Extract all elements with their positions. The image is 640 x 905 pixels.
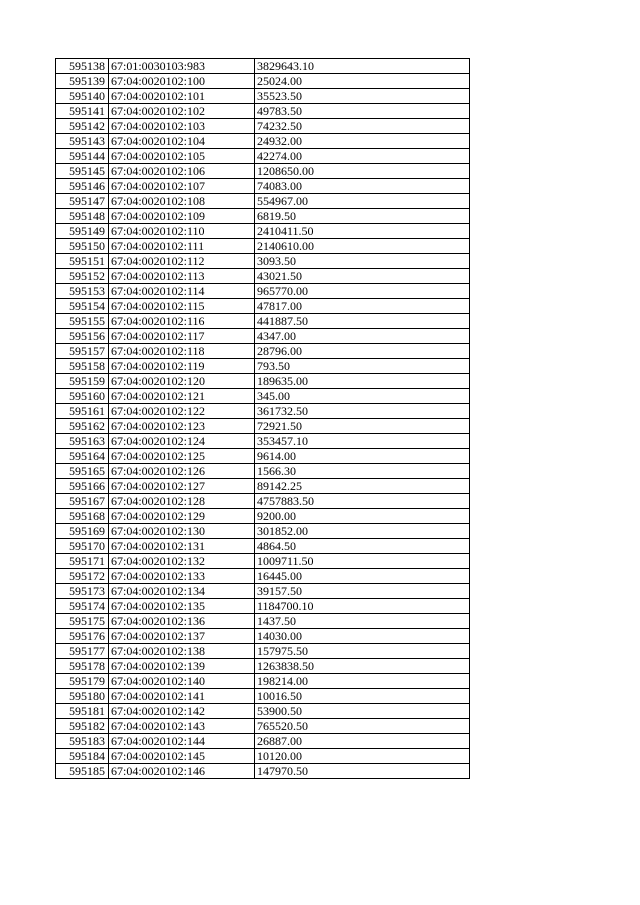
table-row <box>56 704 470 719</box>
value-cell: 965770.00 <box>255 284 470 299</box>
cadastral-number-cell: 67:04:0020102:107 <box>109 179 255 194</box>
value-cell: 43021.50 <box>255 269 470 284</box>
value-cell: 53900.50 <box>255 704 470 719</box>
row-number-cell: 595161 <box>56 404 109 419</box>
value-cell: 74083.00 <box>255 179 470 194</box>
table-row <box>56 524 470 539</box>
value-cell: 16445.00 <box>255 569 470 584</box>
row-number-cell: 595175 <box>56 614 109 629</box>
table-row <box>56 689 470 704</box>
table-row <box>56 179 470 194</box>
value-cell: 441887.50 <box>255 314 470 329</box>
row-number-cell: 595185 <box>56 764 109 779</box>
row-number-cell: 595177 <box>56 644 109 659</box>
cadastral-number-cell: 67:04:0020102:142 <box>109 704 255 719</box>
cadastral-number-cell: 67:04:0020102:141 <box>109 689 255 704</box>
row-number-cell: 595149 <box>56 224 109 239</box>
value-cell: 1184700.10 <box>255 599 470 614</box>
value-cell: 198214.00 <box>255 674 470 689</box>
cadastral-number-cell: 67:04:0020102:120 <box>109 374 255 389</box>
table-row <box>56 629 470 644</box>
value-cell: 89142.25 <box>255 479 470 494</box>
cadastral-number-cell: 67:04:0020102:104 <box>109 134 255 149</box>
cadastral-number-cell: 67:04:0020102:145 <box>109 749 255 764</box>
cadastral-number-cell: 67:04:0020102:108 <box>109 194 255 209</box>
cadastral-number-cell: 67:04:0020102:117 <box>109 329 255 344</box>
table-row <box>56 104 470 119</box>
row-number-cell: 595152 <box>56 269 109 284</box>
table-row <box>56 539 470 554</box>
row-number-cell: 595151 <box>56 254 109 269</box>
value-cell: 3093.50 <box>255 254 470 269</box>
row-number-cell: 595143 <box>56 134 109 149</box>
row-number-cell: 595148 <box>56 209 109 224</box>
cadastral-number-cell: 67:04:0020102:113 <box>109 269 255 284</box>
row-number-cell: 595182 <box>56 719 109 734</box>
table-row <box>56 479 470 494</box>
value-cell: 47817.00 <box>255 299 470 314</box>
cadastral-number-cell: 67:04:0020102:101 <box>109 89 255 104</box>
value-cell: 353457.10 <box>255 434 470 449</box>
row-number-cell: 595162 <box>56 419 109 434</box>
table-row <box>56 644 470 659</box>
table-row <box>56 344 470 359</box>
row-number-cell: 595180 <box>56 689 109 704</box>
row-number-cell: 595144 <box>56 149 109 164</box>
table-row <box>56 134 470 149</box>
table-row <box>56 509 470 524</box>
row-number-cell: 595160 <box>56 389 109 404</box>
table-body <box>56 59 470 779</box>
table-row <box>56 329 470 344</box>
row-number-cell: 595173 <box>56 584 109 599</box>
cadastral-number-cell: 67:04:0020102:125 <box>109 449 255 464</box>
cadastral-number-cell: 67:04:0020102:124 <box>109 434 255 449</box>
value-cell: 4757883.50 <box>255 494 470 509</box>
cadastral-number-cell: 67:04:0020102:114 <box>109 284 255 299</box>
value-cell: 49783.50 <box>255 104 470 119</box>
row-number-cell: 595181 <box>56 704 109 719</box>
table-row <box>56 674 470 689</box>
row-number-cell: 595156 <box>56 329 109 344</box>
value-cell: 1009711.50 <box>255 554 470 569</box>
value-cell: 14030.00 <box>255 629 470 644</box>
value-cell: 39157.50 <box>255 584 470 599</box>
row-number-cell: 595150 <box>56 239 109 254</box>
cadastral-number-cell: 67:04:0020102:112 <box>109 254 255 269</box>
value-cell: 2140610.00 <box>255 239 470 254</box>
value-cell: 26887.00 <box>255 734 470 749</box>
table-row <box>56 239 470 254</box>
cadastral-number-cell: 67:04:0020102:115 <box>109 299 255 314</box>
row-number-cell: 595159 <box>56 374 109 389</box>
table-row <box>56 764 470 779</box>
value-cell: 4347.00 <box>255 329 470 344</box>
cadastral-number-cell: 67:04:0020102:131 <box>109 539 255 554</box>
row-number-cell: 595171 <box>56 554 109 569</box>
row-number-cell: 595145 <box>56 164 109 179</box>
value-cell: 35523.50 <box>255 89 470 104</box>
table-row <box>56 359 470 374</box>
value-cell: 72921.50 <box>255 419 470 434</box>
table-row <box>56 554 470 569</box>
cadastral-number-cell: 67:04:0020102:144 <box>109 734 255 749</box>
row-number-cell: 595179 <box>56 674 109 689</box>
cadastral-number-cell: 67:04:0020102:129 <box>109 509 255 524</box>
cadastral-number-cell: 67:04:0020102:130 <box>109 524 255 539</box>
cadastral-number-cell: 67:04:0020102:109 <box>109 209 255 224</box>
value-cell: 10120.00 <box>255 749 470 764</box>
value-cell: 1208650.00 <box>255 164 470 179</box>
row-number-cell: 595155 <box>56 314 109 329</box>
table-row <box>56 404 470 419</box>
cadastral-number-cell: 67:04:0020102:137 <box>109 629 255 644</box>
value-cell: 301852.00 <box>255 524 470 539</box>
cadastral-number-cell: 67:04:0020102:140 <box>109 674 255 689</box>
row-number-cell: 595167 <box>56 494 109 509</box>
table-row <box>56 149 470 164</box>
value-cell: 9614.00 <box>255 449 470 464</box>
table-row <box>56 389 470 404</box>
row-number-cell: 595164 <box>56 449 109 464</box>
row-number-cell: 595157 <box>56 344 109 359</box>
cadastral-number-cell: 67:04:0020102:128 <box>109 494 255 509</box>
value-cell: 42274.00 <box>255 149 470 164</box>
cadastral-number-cell: 67:04:0020102:139 <box>109 659 255 674</box>
value-cell: 554967.00 <box>255 194 470 209</box>
value-cell: 361732.50 <box>255 404 470 419</box>
table-row <box>56 194 470 209</box>
value-cell: 1263838.50 <box>255 659 470 674</box>
row-number-cell: 595141 <box>56 104 109 119</box>
table-row <box>56 749 470 764</box>
row-number-cell: 595154 <box>56 299 109 314</box>
value-cell: 9200.00 <box>255 509 470 524</box>
table-row <box>56 254 470 269</box>
value-cell: 793.50 <box>255 359 470 374</box>
cadastral-number-cell: 67:04:0020102:118 <box>109 344 255 359</box>
value-cell: 1437.50 <box>255 614 470 629</box>
cadastral-number-cell: 67:01:0030103:983 <box>109 59 255 74</box>
cadastral-number-cell: 67:04:0020102:102 <box>109 104 255 119</box>
value-cell: 4864.50 <box>255 539 470 554</box>
table-row <box>56 584 470 599</box>
table-row <box>56 449 470 464</box>
table-row <box>56 734 470 749</box>
value-cell: 157975.50 <box>255 644 470 659</box>
row-number-cell: 595172 <box>56 569 109 584</box>
cadastral-number-cell: 67:04:0020102:103 <box>109 119 255 134</box>
row-number-cell: 595142 <box>56 119 109 134</box>
table-row <box>56 209 470 224</box>
table-row <box>56 419 470 434</box>
row-number-cell: 595139 <box>56 74 109 89</box>
value-cell: 147970.50 <box>255 764 470 779</box>
row-number-cell: 595176 <box>56 629 109 644</box>
table-row <box>56 269 470 284</box>
row-number-cell: 595146 <box>56 179 109 194</box>
table-row <box>56 89 470 104</box>
table-row <box>56 599 470 614</box>
cadastral-number-cell: 67:04:0020102:132 <box>109 554 255 569</box>
cadastral-number-cell: 67:04:0020102:133 <box>109 569 255 584</box>
cadastral-number-cell: 67:04:0020102:138 <box>109 644 255 659</box>
table-row <box>56 494 470 509</box>
value-cell: 25024.00 <box>255 74 470 89</box>
row-number-cell: 595165 <box>56 464 109 479</box>
value-cell: 1566.30 <box>255 464 470 479</box>
table-row <box>56 614 470 629</box>
table-row <box>56 299 470 314</box>
value-cell: 10016.50 <box>255 689 470 704</box>
value-cell: 24932.00 <box>255 134 470 149</box>
table-row <box>56 74 470 89</box>
cadastral-number-cell: 67:04:0020102:134 <box>109 584 255 599</box>
table-row <box>56 164 470 179</box>
cadastral-number-cell: 67:04:0020102:111 <box>109 239 255 254</box>
row-number-cell: 595147 <box>56 194 109 209</box>
row-number-cell: 595163 <box>56 434 109 449</box>
row-number-cell: 595169 <box>56 524 109 539</box>
row-number-cell: 595166 <box>56 479 109 494</box>
value-cell: 189635.00 <box>255 374 470 389</box>
row-number-cell: 595140 <box>56 89 109 104</box>
cadastral-number-cell: 67:04:0020102:143 <box>109 719 255 734</box>
table-row <box>56 659 470 674</box>
cadastral-number-cell: 67:04:0020102:110 <box>109 224 255 239</box>
table-row <box>56 314 470 329</box>
cadastral-number-cell: 67:04:0020102:126 <box>109 464 255 479</box>
table-row <box>56 59 470 74</box>
cadastral-number-cell: 67:04:0020102:100 <box>109 74 255 89</box>
value-cell: 6819.50 <box>255 209 470 224</box>
cadastral-number-cell: 67:04:0020102:135 <box>109 599 255 614</box>
value-cell: 3829643.10 <box>255 59 470 74</box>
value-cell: 2410411.50 <box>255 224 470 239</box>
value-cell: 345.00 <box>255 389 470 404</box>
table-row <box>56 284 470 299</box>
cadastral-number-cell: 67:04:0020102:146 <box>109 764 255 779</box>
value-cell: 28796.00 <box>255 344 470 359</box>
row-number-cell: 595138 <box>56 59 109 74</box>
cadastral-number-cell: 67:04:0020102:121 <box>109 389 255 404</box>
table-row <box>56 374 470 389</box>
table-row <box>56 434 470 449</box>
cadastral-number-cell: 67:04:0020102:136 <box>109 614 255 629</box>
table-row <box>56 224 470 239</box>
row-number-cell: 595153 <box>56 284 109 299</box>
table-row <box>56 719 470 734</box>
row-number-cell: 595184 <box>56 749 109 764</box>
cadastral-number-cell: 67:04:0020102:127 <box>109 479 255 494</box>
row-number-cell: 595174 <box>56 599 109 614</box>
table-row <box>56 569 470 584</box>
table-row <box>56 119 470 134</box>
table-row <box>56 464 470 479</box>
data-table <box>55 58 470 779</box>
row-number-cell: 595158 <box>56 359 109 374</box>
row-number-cell: 595178 <box>56 659 109 674</box>
cadastral-number-cell: 67:04:0020102:123 <box>109 419 255 434</box>
cadastral-number-cell: 67:04:0020102:105 <box>109 149 255 164</box>
cadastral-number-cell: 67:04:0020102:116 <box>109 314 255 329</box>
value-cell: 74232.50 <box>255 119 470 134</box>
row-number-cell: 595183 <box>56 734 109 749</box>
row-number-cell: 595168 <box>56 509 109 524</box>
cadastral-number-cell: 67:04:0020102:106 <box>109 164 255 179</box>
cadastral-number-cell: 67:04:0020102:122 <box>109 404 255 419</box>
cadastral-number-cell: 67:04:0020102:119 <box>109 359 255 374</box>
row-number-cell: 595170 <box>56 539 109 554</box>
value-cell: 765520.50 <box>255 719 470 734</box>
